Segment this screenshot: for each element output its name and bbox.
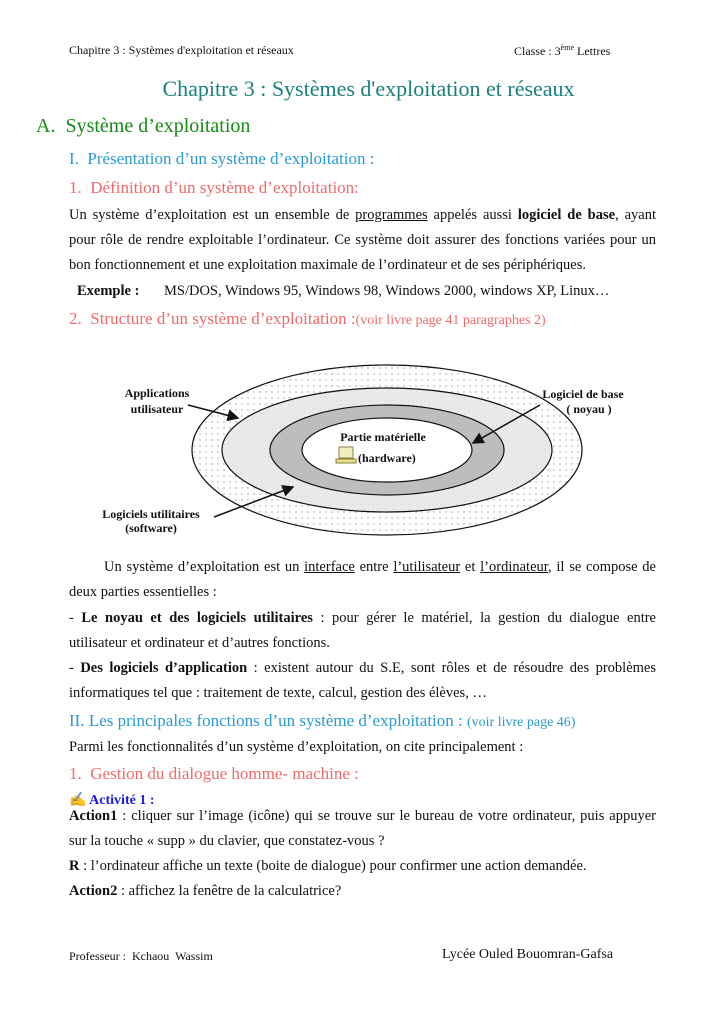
programmes-text: programmes: [355, 207, 428, 223]
kernel-bullet-cont: utilisateur et ordinateur et d’autres fonctions.: [69, 635, 330, 651]
apps-bullet-cont: informatiques tel que : traitement de texte, calcul, gestion des élèves, …: [69, 685, 487, 701]
text: , il se compose de: [548, 559, 656, 575]
text: : affichez la fenêtre de la calculatrice?: [117, 883, 342, 899]
kernel-label: ( noyau ): [566, 402, 612, 416]
section-ii-heading: [69, 711, 575, 731]
class-text: Classe : 3: [514, 44, 561, 58]
book-reference: (voir livre page 46): [467, 715, 576, 730]
utilities-label: (software): [125, 521, 177, 535]
text: Activité 1 :: [89, 793, 155, 808]
text: : existent autour du S.E, sont rôles et de résoudre des problèmes: [247, 660, 656, 676]
text: : cliquer sur l’image (icône) qui se trouve sur le bureau de votre ordinateur, puis appuyer: [117, 808, 656, 824]
kernel-label: Logiciel de base: [542, 387, 624, 401]
interface-line-2: deux parties essentielles :: [69, 584, 217, 600]
text: : pour gérer le matériel, la gestion du dialogue entre: [312, 610, 656, 626]
text: interface: [304, 559, 355, 575]
section-i-heading: I. Présentation d’un système d’exploitation :: [69, 149, 375, 168]
computer-icon: [336, 447, 356, 463]
text: Des logiciels d’application: [80, 660, 248, 676]
footer-right: Lycée Ouled Bouomran-Gafsa: [442, 947, 614, 962]
text: appelés aussi: [427, 207, 518, 223]
utilities-label: Logiciels utilitaires: [102, 507, 200, 521]
text: Un système d’exploitation est un: [104, 559, 305, 575]
answer-line: [69, 858, 656, 875]
hardware-core: [302, 418, 472, 482]
text: -: [69, 660, 81, 676]
apps-bullet: [69, 660, 656, 677]
gestion-heading: 1. Gestion du dialogue homme- machine :: [69, 764, 359, 783]
activity-title: [69, 792, 154, 809]
text: -: [69, 610, 82, 626]
hardware-label: (hardware): [358, 451, 416, 465]
text: , ayant: [615, 207, 656, 223]
page-title: Chapitre 3 : Systèmes d'exploitation et réseaux: [162, 76, 575, 101]
text: Action1: [69, 808, 118, 824]
apps-label: utilisateur: [130, 402, 184, 416]
heading-text: 2. Structure d’un système d’exploitation :: [69, 309, 356, 328]
definition-line-2: pour rôle de rendre exploitable l’ordinateur. Ce système doit assurer des fonctions variées pour un: [69, 232, 656, 248]
hardware-label: Partie matérielle: [340, 430, 426, 444]
text: l’ordinateur: [480, 559, 549, 575]
book-reference: (voir livre page 41 paragraphes 2): [355, 313, 546, 328]
section-1-heading: 1. Définition d’un système d’exploitation:: [69, 178, 359, 197]
example-label: Exemple :: [77, 283, 140, 299]
footer-left: Professeur : Kchaou Wassim: [69, 949, 213, 963]
class-text-post: Lettres: [574, 44, 611, 58]
text: l’utilisateur: [393, 559, 461, 575]
text: R: [69, 858, 80, 874]
action1-line: [69, 808, 656, 825]
section-a-heading: A. Système d’exploitation: [36, 115, 251, 137]
example-text: MS/DOS, Windows 95, Windows 98, Windows 2000, windows XP, Linux…: [164, 283, 610, 299]
class-sup: ème: [560, 43, 574, 52]
kernel-bullet: [69, 610, 656, 627]
text: entre: [354, 559, 394, 575]
action1-cont: sur la touche « supp » du clavier, que constatez-vous ?: [69, 833, 385, 849]
action2-line: [69, 883, 656, 900]
text: Action2: [69, 883, 118, 899]
interface-line-1: [104, 559, 656, 576]
apps-label: Applications: [124, 386, 190, 400]
text: : l’ordinateur affiche un texte (boite de dialogue) pour confirmer une action demandée.: [79, 858, 587, 874]
text: Le noyau et des logiciels utilitaires: [81, 610, 313, 626]
definition-line-3: bon fonctionnement et une exploitation maximale de l’ordinateur et de ses périphériques.: [69, 257, 587, 273]
logiciel-de-base-text: logiciel de base: [517, 207, 616, 223]
heading-text: II. Les principales fonctions d’un système d’exploitation :: [69, 711, 467, 730]
text: Un système d’exploitation est un ensemble de: [69, 207, 356, 223]
text: et: [460, 559, 481, 575]
header-left: Chapitre 3 : Systèmes d'exploitation et réseaux: [69, 43, 294, 57]
writing-hand-icon: ✍: [69, 793, 90, 808]
parmi-text: Parmi les fonctionnalités d’un système d’exploitation, on cite principalement :: [69, 739, 524, 755]
